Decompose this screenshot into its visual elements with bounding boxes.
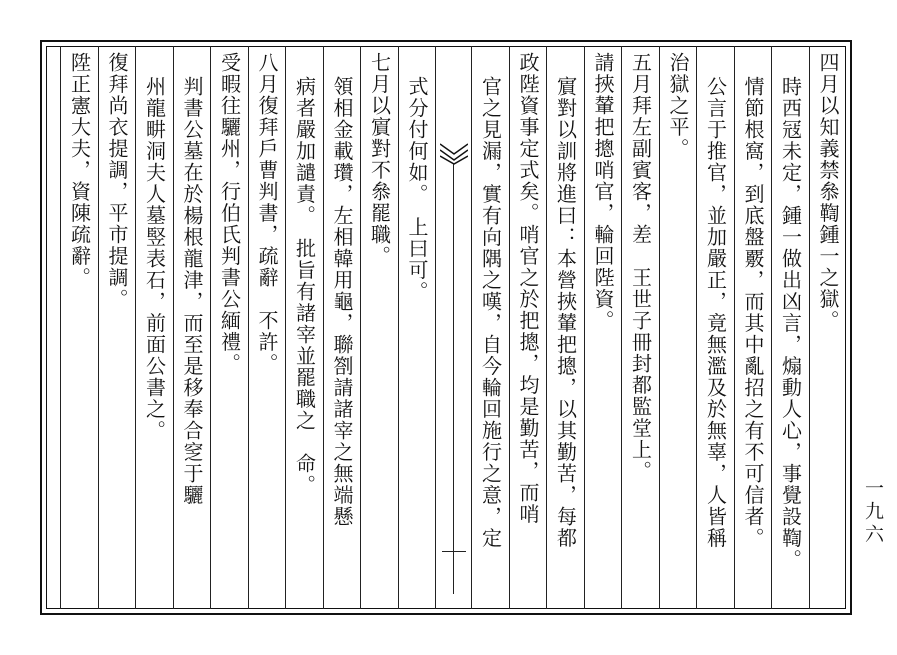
text-column-7: 請挾輦把摠哨官，輪回陛資。 bbox=[584, 46, 622, 609]
text-column-15: 八月復拜戶曹判書，疏辭 不許。 bbox=[248, 46, 286, 609]
text-column-13: 領相金載瓚，左相韓用龜，聯劄請諸宰之無端懸 bbox=[323, 46, 361, 609]
text-column-8: 賔對以訓將進曰：本營挾輦把摠，以其勤苦，每都 bbox=[546, 46, 584, 609]
text-column-10: 官之見漏，實有向隅之嘆，自今輪回施行之意，定 bbox=[471, 46, 509, 609]
text-column-1: 四月以知義禁叅鞫鍾一之獄。 bbox=[809, 46, 847, 609]
fold-line bbox=[453, 164, 454, 594]
text-column-11: 式分付何如。 上曰可。 bbox=[398, 46, 436, 609]
fold-tick bbox=[442, 551, 466, 552]
text-column-20: 陞正憲大夫，資陳疏辭。 bbox=[60, 46, 98, 609]
text-column-6: 五月拜左副賓客，差 王世子冊封都監堂上。 bbox=[621, 46, 659, 609]
text-column-18: 州龍畊洞夫人墓竪表石，前面公書之。 bbox=[135, 46, 173, 609]
text-column-14: 病者嚴加譴責。 批旨有諸宰並罷職之 命。 bbox=[285, 46, 323, 609]
fishtail-mark-icon bbox=[440, 142, 468, 166]
page-border bbox=[40, 40, 852, 615]
page-number: 一九六 bbox=[862, 478, 884, 547]
text-column-17: 判書公墓在於楊根龍津，而至是移奉合窆于驪 bbox=[173, 46, 211, 609]
text-column-2: 時西冦未定，鍾一做出凶言，煽動人心，事覺設鞫。 bbox=[771, 46, 809, 609]
text-columns bbox=[46, 46, 846, 609]
text-column-4: 公言于推官，並加嚴正，竟無濫及於無辜，人皆稱 bbox=[696, 46, 734, 609]
text-column-5: 治獄之平。 bbox=[659, 46, 697, 609]
text-column-3: 情節根窩，到底盤覈，而其中亂招之有不可信者。 bbox=[734, 46, 772, 609]
text-column-9: 政陛資事定式矣。哨官之於把摠，均是勤苦，而哨 bbox=[509, 46, 547, 609]
center-fold-column bbox=[435, 46, 471, 609]
text-column-16: 受暇往驪州，行伯氏判書公緬禮。 bbox=[210, 46, 248, 609]
text-column-12: 七月以賔對不叅罷職。 bbox=[360, 46, 398, 609]
text-column-19: 復拜尚衣提調，平市提調。 bbox=[98, 46, 136, 609]
